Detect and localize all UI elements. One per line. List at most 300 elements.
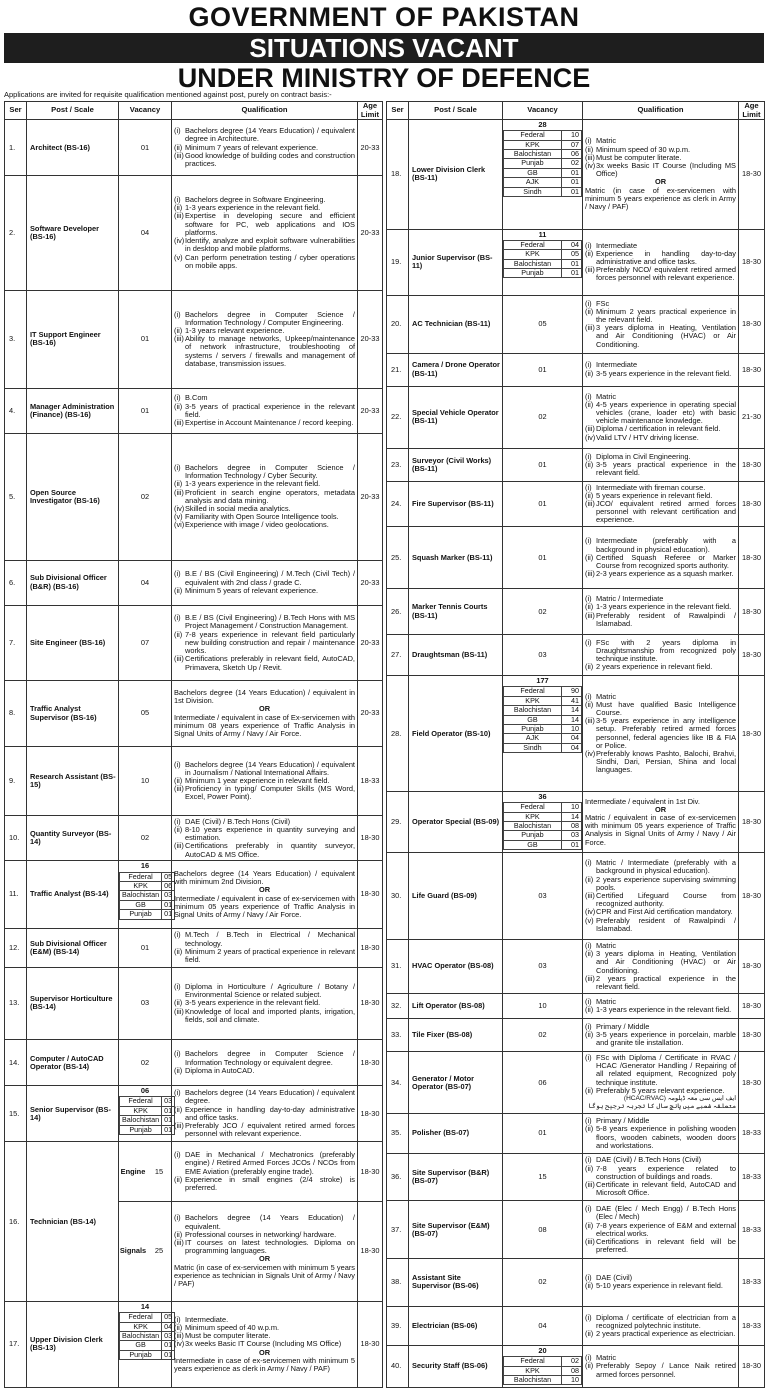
qualification-item-number: (ii) (585, 874, 594, 884)
qualification-item-number: (i) (585, 536, 592, 546)
qualification-item-number: (iii) (585, 1236, 595, 1246)
qualification-item-number: (v) (174, 512, 183, 522)
province-count: 01 (162, 1341, 175, 1350)
vacancy-count: 01 (503, 1114, 583, 1153)
province-row (504, 687, 582, 696)
qualification-item-number: (i) (174, 1049, 181, 1059)
header-title-ministry: UNDER MINISTRY OF DEFENCE (177, 63, 591, 93)
qualification-cell (583, 1201, 739, 1259)
age-limit: 18-30 (358, 1086, 383, 1142)
intro-text: Applications are invited for requisite qualification mentioned against post, purely on contract basis:- (4, 90, 332, 99)
qualification-item-text: Good knowledge of building codes and construction practices. (185, 150, 355, 168)
table-row (387, 527, 765, 589)
qualification-item-number: (i) (585, 1353, 592, 1363)
qualification-item-text: Diploma in Civil Engineering. (596, 451, 691, 461)
age-limit: 20-33 (358, 290, 383, 388)
qualification-item-text: Valid LTV / HTV driving license. (596, 432, 699, 442)
age-limit: 18-30 (739, 792, 765, 853)
qualification-item-number: (i) (174, 1088, 181, 1098)
qualification-item-number: (ii) (174, 946, 183, 956)
table-row (387, 589, 765, 634)
qualification-item-text: Bachelors degree in Software Engineering. (185, 195, 326, 205)
serial-number: 20. (387, 295, 409, 353)
province-name: GB (504, 840, 562, 849)
qualification-cell (583, 120, 739, 230)
vacancy-count: 01 (119, 388, 172, 433)
qualification-item-number: (iii) (174, 1238, 184, 1248)
province-count: 01 (162, 1106, 175, 1115)
qualification-item-number: (ii) (585, 1163, 594, 1173)
qualification-cell (583, 481, 739, 527)
province-count: 05 (162, 872, 175, 881)
qualification-item (585, 434, 736, 442)
age-limit: 18-30 (739, 481, 765, 527)
qualification-cell (583, 386, 739, 448)
province-row (120, 910, 175, 919)
vacancy-total: 16 (140, 861, 150, 871)
vacancy-count (119, 1086, 172, 1142)
post-title: Generator / Motor Operator (BS-07) (409, 1051, 503, 1113)
qualification-item (585, 639, 736, 664)
serial-number: 12. (5, 928, 27, 967)
qualification-item-number: (iii) (585, 716, 595, 726)
qualification-item (174, 237, 355, 253)
qualification-item-text: Preferably resident of Rawalpindi / Islamabad. (596, 610, 736, 628)
qualification-item-text: DAE in Mechanical / Mechatronics (preferably engine) / Retired Armed Forces JCOs / NCOs from EME Aviation (preferably engine trade). (185, 1150, 355, 1176)
age-limit: 18-30 (739, 448, 765, 481)
table-row (387, 1153, 765, 1201)
serial-number: 30. (387, 853, 409, 940)
province-count: 03 (162, 1097, 175, 1106)
vacancy-count (503, 676, 583, 792)
age-limit: 18-30 (739, 1346, 765, 1388)
serial-number: 24. (387, 481, 409, 527)
qualification-item (174, 948, 355, 964)
qualification-alt-text: Matric (in case of ex-servicemen with minimum 5 years experience as technician in Signals Unit of Army / Navy / PAF) (174, 1262, 355, 1289)
qualification-item (585, 950, 736, 975)
qualification-item-text: Expertise in developing secure and efficient software for PC, web applications and IOS platforms. (185, 211, 355, 237)
serial-number: 19. (387, 229, 409, 295)
qualification-item (585, 701, 736, 717)
qualification-item-text: Identify, analyze and exploit software vulnerabilities in desktop and mobile platforms. (185, 236, 355, 254)
serial-number: 36. (387, 1153, 409, 1201)
qualification-item (585, 1054, 736, 1087)
qualification-item-text: Professional courses in networking/ hardware. (185, 1229, 337, 1239)
qualification-item-text: Intermediate with fireman course. (596, 482, 706, 492)
qualification-item-text: Preferably JCO / equivalent retired armed forces personnel with relevant experience. (185, 1121, 355, 1139)
province-row (120, 1097, 175, 1106)
or-separator: OR (258, 885, 271, 895)
qualification-item-number: (i) (585, 637, 592, 647)
qualification-item-number: (ii) (585, 1124, 594, 1134)
serial-number: 35. (387, 1114, 409, 1153)
serial-number: 25. (387, 527, 409, 589)
qualification-item-text: 3-5 years experience in the relevant field. (596, 368, 732, 378)
qualification-cell (583, 853, 739, 940)
post-title: IT Support Engineer (BS-16) (27, 290, 119, 388)
province-count: 01 (162, 1116, 175, 1125)
qualification-item-number: (ii) (585, 1085, 594, 1095)
qualification-item-number: (iii) (174, 418, 184, 428)
qualification-item-number: (ii) (585, 602, 594, 612)
province-name: GB (504, 715, 562, 724)
age-limit: 18-30 (739, 940, 765, 994)
qualification-item-number: (ii) (585, 490, 594, 500)
qualification-item-number: (i) (585, 996, 592, 1006)
post-title: Technician (BS-14) (27, 1142, 119, 1302)
table-row (387, 1051, 765, 1113)
qualification-item (174, 587, 355, 595)
post-title: Traffic Analyst Supervisor (BS-16) (27, 681, 119, 746)
qualification-item (174, 311, 355, 327)
province-row (504, 159, 582, 168)
age-limit: 21-30 (739, 386, 765, 448)
province-count: 04 (562, 743, 582, 752)
qualification-cell (583, 229, 739, 295)
or-separator: OR (654, 804, 667, 814)
qualification-item (174, 1122, 355, 1138)
qualification-item (585, 570, 736, 578)
qualification-item-number: (iii) (174, 784, 184, 794)
qualification-item-number: (ii) (585, 662, 594, 672)
province-name: Punjab (504, 831, 562, 840)
qualification-cell (172, 967, 358, 1040)
qualification-item-text: Experience in small engines (2/4 stroke) is preferred. (185, 1174, 355, 1192)
vacancy-count: 04 (503, 1306, 583, 1345)
qualification-item-text: Proficiency in typing/ Computer Skills (MS Word, Excel, Power Point). (185, 784, 355, 802)
serial-number: 38. (387, 1259, 409, 1307)
qualification-item-text: Primary / Middle (596, 1116, 650, 1126)
province-count: 01 (562, 840, 582, 849)
age-limit: 18-30 (358, 1301, 383, 1387)
age-limit: 18-30 (358, 1201, 383, 1301)
qualification-item-number: (i) (585, 391, 592, 401)
province-count: 10 (562, 725, 582, 734)
qualification-item (174, 419, 355, 427)
serial-number: 4. (5, 388, 27, 433)
qualification-item-number: (i) (585, 1273, 592, 1283)
table-row (5, 605, 383, 681)
table-row (387, 448, 765, 481)
age-limit: 20-33 (358, 120, 383, 176)
province-name: Balochistan (504, 822, 562, 831)
vacancy-count: 15 (503, 1153, 583, 1201)
table-row (387, 1259, 765, 1307)
qualification-item (174, 489, 355, 505)
table-row (387, 676, 765, 792)
post-title: Site Supervisor (E&M) (BS-07) (409, 1201, 503, 1259)
vacancy-total: 06 (140, 1086, 150, 1096)
qualification-item-text: Must be computer literate. (185, 1331, 271, 1341)
qualification-item (585, 892, 736, 908)
qualification-item (585, 500, 736, 525)
qualification-item-text: 1-3 years experience in the relevant field. (185, 479, 321, 489)
qualification-item-text: 2 years experience supervising swimming pools. (596, 874, 736, 892)
qualification-item-text: Matric (596, 996, 617, 1006)
province-row (120, 1341, 175, 1350)
qualification-cell (583, 994, 739, 1019)
vacancy-count (503, 1346, 583, 1388)
province-row (504, 131, 582, 140)
province-count: 41 (562, 696, 582, 705)
qualification-item-number: (i) (585, 940, 592, 950)
qualification-item-text: Bachelors degree (14 Years Education) / equivalent degree. (185, 1088, 355, 1106)
qualification-item (174, 254, 355, 270)
province-name: Federal (120, 1097, 162, 1106)
qualification-item (585, 975, 736, 991)
qualification-item-number: (i) (174, 126, 181, 136)
table-row (5, 1301, 383, 1387)
province-name: Balochistan (120, 1331, 162, 1340)
age-limit: 20-33 (358, 176, 383, 291)
qualification-item-number: (i) (585, 240, 592, 250)
age-limit: 18-30 (358, 861, 383, 928)
vacancy-count: 01 (503, 527, 583, 589)
qualification-item (174, 983, 355, 999)
province-count: 05 (562, 250, 582, 259)
qualification-item (174, 631, 355, 656)
qualification-cell (583, 1018, 739, 1051)
qualification-item-text: 5-8 years experience in polishing wooden floors, wooden cabinets, wooden doors and workstations. (596, 1124, 736, 1150)
qualification-item (585, 1181, 736, 1197)
qualification-item-text: Preferably resident of Rawalpindi / Islamabad. (596, 915, 736, 933)
province-name: KPK (504, 696, 562, 705)
age-limit: 18-33 (739, 1114, 765, 1153)
qualification-cell (172, 928, 358, 967)
qualification-item-number: (i) (585, 691, 592, 701)
col-header-qualification: Qualification (583, 102, 739, 120)
qualification-item-text: Familiarity with Open Source Intelligence tools. (185, 512, 339, 522)
province-distribution (503, 130, 582, 197)
serial-number: 40. (387, 1346, 409, 1388)
header-title-government: GOVERNMENT OF PAKISTAN (188, 2, 580, 32)
qualification-item-text: Certified Squash Referee or Marker Course from recognized sports authority. (596, 552, 736, 570)
table-row (387, 634, 765, 675)
qualification-item (585, 1125, 736, 1150)
age-limit: 18-30 (739, 853, 765, 940)
qualification-cell (583, 1259, 739, 1307)
qualification-item-number: (ii) (585, 144, 594, 154)
vacancy-total: 28 (538, 120, 547, 129)
province-count: 05 (162, 1313, 175, 1322)
qualification-item-text: Primary / Middle (596, 1021, 650, 1031)
qualification-item (585, 324, 736, 349)
qualification-item-text: 3x weeks Basic IT Course (Including MS Office) (596, 160, 736, 179)
qualification-item-text: Preferably 5 years relevant experience. (596, 1085, 725, 1095)
province-row (504, 725, 582, 734)
vacancy-count: 10 (119, 746, 172, 816)
qualification-item-number: (ii) (585, 1281, 594, 1291)
qualification-item-text: Minimum 5 years of relevant experience. (185, 585, 319, 595)
qualification-item (585, 461, 736, 477)
age-limit: 18-30 (358, 1040, 383, 1086)
province-row (504, 831, 582, 840)
qualification-cell (583, 634, 739, 675)
qualification-item-text: Skilled in social media analytics. (185, 503, 291, 513)
qualification-item-text: Matric (596, 691, 617, 701)
province-count: 01 (562, 187, 582, 196)
vacancy-count: 03 (503, 634, 583, 675)
vacancy-count: 03 (503, 853, 583, 940)
qualification-item-number: (ii) (174, 1174, 183, 1184)
qualification-alt-text: Intermediate / equivalent in case of Ex-servicemen with minimum 08 years experience of Traffic Analysis in Signal Units of Army / Navy / Air Force. (174, 712, 355, 738)
table-row (387, 1201, 765, 1259)
province-name: AJK (504, 178, 562, 187)
qualification-item-text: 3 years diploma in Heating, Ventilation and Air Conditioning (HVAC) or Air Conditioning. (596, 323, 736, 349)
age-limit: 18-33 (739, 1306, 765, 1345)
vacancy-count: 03 (503, 940, 583, 994)
qualification-item-number: (ii) (174, 1065, 183, 1075)
province-count: 08 (562, 822, 582, 831)
qualification-cell (172, 746, 358, 816)
qualification-item-number: (i) (585, 1204, 592, 1214)
qualification-item-number: (iii) (174, 334, 184, 344)
province-count: 08 (562, 1366, 582, 1375)
province-name: Federal (504, 687, 562, 696)
qualification-item-number: (iv) (174, 236, 185, 246)
qualification-item-number: (i) (174, 195, 181, 205)
qualification-item (174, 1176, 355, 1192)
province-count: 01 (162, 910, 175, 919)
qualification-item-text: 2 years practical experience in the relevant field. (596, 973, 736, 991)
qualification-item (585, 537, 736, 553)
table-row (387, 994, 765, 1019)
qualification-item (174, 1050, 355, 1066)
qualification-item-text: M.Tech / B.Tech in Electrical / Mechanical technology. (185, 930, 355, 948)
qualification-cell (583, 676, 739, 792)
province-count: 01 (562, 259, 582, 268)
qualification-cell (583, 1346, 739, 1388)
table-row (5, 681, 383, 746)
qualification-item (585, 1362, 736, 1378)
vacancy-count (503, 229, 583, 295)
table-row (387, 940, 765, 994)
province-row (504, 240, 582, 249)
post-title: Operator Special (BS-09) (409, 792, 503, 853)
table-row (5, 861, 383, 928)
qualification-cell (172, 1201, 358, 1301)
qualification-item-text: 1-3 years relevant experience. (185, 326, 285, 336)
post-title: Life Guard (BS-09) (409, 853, 503, 940)
qualification-item-text: Matric / Intermediate (preferably with a background in physical education). (596, 858, 736, 876)
qualification-item-number: (ii) (174, 629, 183, 639)
qualification-item-text: 8-10 years experience in quantity surveying and estimation. (185, 824, 355, 843)
vacancy-count: 02 (119, 1040, 172, 1086)
province-name: Sindh (504, 187, 562, 196)
vacancy-count: 10 (503, 994, 583, 1019)
post-title: Tile Fixer (BS-08) (409, 1018, 503, 1051)
table-row (5, 388, 383, 433)
qualification-item-number: (ii) (585, 1361, 594, 1371)
post-title: Upper Division Clerk (BS-13) (27, 1301, 119, 1387)
vacancy-count: 04 (119, 176, 172, 291)
qualification-cell (172, 816, 358, 861)
qualification-item (585, 1282, 736, 1290)
serial-number: 9. (5, 746, 27, 816)
qualification-item (585, 1165, 736, 1181)
province-name: Sindh (504, 743, 562, 752)
qualification-item-text: 7-8 years experience related to construction of buildings and roads. (596, 1163, 736, 1181)
province-name: Balochistan (504, 1376, 562, 1385)
qualification-alt-text: Intermediate / equivalent in case of ex-servicemen with minimum 05 years experience of Traffic Analysis in Signal Units of Army / Navy / Air Force. (174, 893, 355, 919)
province-name: Punjab (504, 269, 562, 278)
province-name: Balochistan (504, 150, 562, 159)
urdu-note: متعلقہ شعبے میں پانچ سال کا تجربہ ترجیح ہوگا (588, 1103, 736, 1111)
qualification-item-text: DAE (Elec / Mech Engg) / B.Tech Hons (Elec / Mech) (596, 1204, 736, 1222)
qualification-item (585, 1006, 736, 1014)
province-count: 01 (162, 900, 175, 909)
qualification-cell (172, 861, 358, 928)
post-title: Architect (BS-16) (27, 120, 119, 176)
serial-number: 3. (5, 290, 27, 388)
post-title: Site Supervisor (B&R) (BS-07) (409, 1153, 503, 1201)
qualification-cell (172, 1142, 358, 1201)
qualification-item-number: (iv) (585, 432, 596, 442)
province-count: 14 (562, 812, 582, 821)
serial-number: 31. (387, 940, 409, 994)
qualification-item-text: FSc with 2 years diploma in Draughtsmanship from recognized poly technique institute. (596, 637, 736, 664)
qualification-cell (583, 1306, 739, 1345)
col-header-post: Post / Scale (409, 102, 503, 120)
qualification-item-number: (ii) (174, 1104, 183, 1114)
qualification-item-number: (ii) (585, 949, 594, 959)
qualification-item-text: 1-3 years experience in the relevant field. (596, 602, 732, 612)
province-row (504, 1376, 582, 1385)
qualification-item-number: (ii) (174, 401, 183, 411)
qualification-text: Bachelors degree (14 Years Education) / equivalent with minimum 2nd Division. (174, 868, 355, 887)
table-row (387, 229, 765, 295)
post-title: Surveyor (Civil Works) (BS-11) (409, 448, 503, 481)
qualification-item-text: 3 years diploma in Heating, Ventilation and Air Conditioning (HVAC) or Air Conditioning. (596, 949, 736, 975)
qualification-item-number: (ii) (585, 1004, 594, 1014)
qualification-item (174, 1089, 355, 1105)
serial-number: 14. (5, 1040, 27, 1086)
province-count: 02 (562, 159, 582, 168)
qualification-item-text: Preferably Sepoy / Lance Naik retired armed forces personnel. (596, 1361, 736, 1379)
qualification-item-number: (iii) (585, 152, 595, 162)
serial-number: 17. (5, 1301, 27, 1387)
qualification-item (174, 403, 355, 419)
province-name: KPK (504, 812, 562, 821)
qualification-item-number: (iv) (174, 503, 185, 513)
qualification-item (174, 1239, 355, 1255)
vacancy-count (119, 861, 172, 928)
table-row (387, 1306, 765, 1345)
post-title: Manager Administration (Finance) (BS-16) (27, 388, 119, 433)
qualification-item-text: 4-5 years experience in operating special vehicles (crane, loader etc) with basic vehicle maintenance knowledge. (596, 399, 736, 426)
post-title: Quantity Surveyor (BS-14) (27, 816, 119, 861)
qualification-item-text: 7-8 years experience in relevant field particularly new building construction and repair / maintenance works. (185, 629, 355, 656)
qualification-item (174, 464, 355, 480)
province-row (504, 168, 582, 177)
province-name: Federal (504, 240, 562, 249)
qualification-item (174, 1151, 355, 1176)
qualification-item-text: Diploma in AutoCAD. (185, 1065, 255, 1075)
vacancy-count: 08 (503, 1201, 583, 1259)
post-title: Polisher (BS-07) (409, 1114, 503, 1153)
qualification-item (174, 785, 355, 801)
post-title: Senior Supervisor (BS-14) (27, 1086, 119, 1142)
age-limit: 18-33 (739, 1201, 765, 1259)
post-title: HVAC Operator (BS-08) (409, 940, 503, 994)
qualification-item-number: (iv) (585, 160, 596, 170)
qualification-item-text: Certifications in relevant field will be preferred. (596, 1236, 736, 1255)
qualification-item-number: (ii) (585, 1029, 594, 1039)
post-title: Sub Divisional Officer (E&M) (BS-14) (27, 928, 119, 967)
vacancy-count: 01 (503, 481, 583, 527)
vacancy-count: 06 (503, 1051, 583, 1113)
serial-number: 1. (5, 120, 27, 176)
